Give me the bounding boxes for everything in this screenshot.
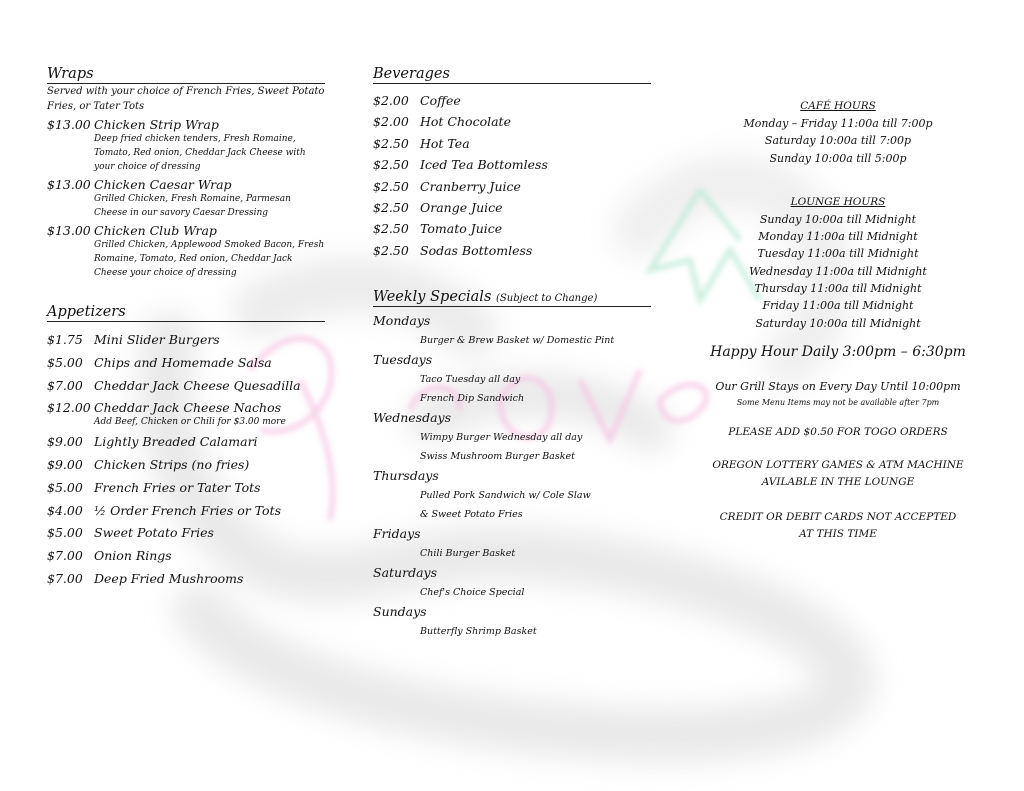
item-price: $2.50 <box>373 135 409 151</box>
special-item: French Dip Sandwich <box>420 393 525 405</box>
grill-hours: Our Grill Stays on Every Day Until 10:00pm <box>715 379 961 393</box>
happy-hour: Happy Hour Daily 3:00pm – 6:30pm <box>710 343 966 360</box>
menu-item <box>47 431 325 454</box>
special-day: Sundays <box>373 604 427 620</box>
beverage-item <box>373 197 651 218</box>
item-name: Deep Fried Mushrooms <box>94 570 244 586</box>
special-item: Wimpy Burger Wednesday all day <box>420 432 583 444</box>
item-name: Chips and Homemade Salsa <box>94 354 272 370</box>
item-price: $13.00 <box>47 177 91 192</box>
special-day: Fridays <box>373 526 421 542</box>
item-description: Grilled Chicken, Fresh Romaine, Parmesan Cheese in our savory Caesar Dressing <box>94 194 291 218</box>
item-price: $2.50 <box>373 178 409 194</box>
hours-line: Monday 11:00a till Midnight <box>758 230 918 244</box>
hours-line: Wednesday 11:00a till Midnight <box>749 264 927 278</box>
credit-notice: CREDIT OR DEBIT CARDS NOT ACCEPTED AT THIS TIME <box>719 511 957 541</box>
menu-item <box>47 477 325 500</box>
hours-line: Tuesday 11:00a till Midnight <box>757 247 919 261</box>
special-item: Chili Burger Basket <box>420 548 516 560</box>
item-description: Deep fried chicken tenders, Fresh Romaine, Tomato, Red onion, Cheddar Jack Cheese with your choice of dressing <box>94 134 306 172</box>
item-price: $7.00 <box>47 570 83 586</box>
togo-notice: PLEASE ADD $0.50 FOR TOGO ORDERS <box>728 426 948 439</box>
menu-item <box>47 329 325 352</box>
special-item: Swiss Mushroom Burger Basket <box>420 451 575 463</box>
hours-line: Sunday 10:00a till Midnight <box>759 212 917 226</box>
lounge-hours-list <box>695 211 981 332</box>
item-name: Sweet Potato Fries <box>94 525 214 541</box>
item-name: French Fries or Tater Tots <box>94 479 261 495</box>
beverages-title: Beverages <box>373 66 651 84</box>
item-name: Cranberry Juice <box>420 178 521 194</box>
hours-line: Monday – Friday 11:00a till 7:00p <box>743 117 933 130</box>
hours-line: Saturday 10:00a till Midnight <box>755 316 921 330</box>
item-description: Add Beef, Chicken or Chili for $3.00 more <box>94 417 286 428</box>
item-price: $2.50 <box>373 242 409 258</box>
item-price: $7.00 <box>47 548 83 564</box>
left-column <box>47 66 325 591</box>
item-price: $12.00 <box>47 400 91 416</box>
item-price: $9.00 <box>47 456 83 472</box>
special-item: Pulled Pork Sandwich w/ Cole Slaw <box>420 490 591 502</box>
item-name: Sodas Bottomless <box>420 242 533 258</box>
item-price: $13.00 <box>47 223 91 238</box>
item-description: Grilled Chicken, Applewood Smoked Bacon, Fresh Romaine, Tomato, Red onion, Cheddar Jack Cheese your choice of dressing <box>94 240 325 278</box>
item-price: $2.50 <box>373 157 409 173</box>
item-price: $2.00 <box>373 93 409 108</box>
middle-column <box>373 66 651 641</box>
wraps-note: Served with your choice of French Fries, Sweet Potato Fries, or Tater Tots <box>47 86 325 112</box>
item-name: Chicken Strip Wrap <box>94 117 219 132</box>
right-column <box>695 98 981 543</box>
item-price: $2.50 <box>373 199 409 215</box>
appetizers-list <box>47 329 325 591</box>
item-price: $13.00 <box>47 117 91 132</box>
menu-item <box>47 177 325 192</box>
item-price: $5.00 <box>47 525 83 541</box>
item-name: Cheddar Jack Cheese Nachos <box>94 400 282 416</box>
hours-line: Saturday 10:00a till 7:00p <box>764 134 912 148</box>
hours-line: Sunday 10:00a till 5:00p <box>769 151 907 165</box>
hours-line: Thursday 11:00a till Midnight <box>754 282 922 296</box>
item-name: Chicken Club Wrap <box>94 223 217 238</box>
beverage-item <box>373 154 651 175</box>
item-name: Tomato Juice <box>420 221 503 237</box>
item-price: $5.00 <box>47 354 83 370</box>
item-name: Cheddar Jack Cheese Quesadilla <box>94 377 301 393</box>
special-item: Chef's Choice Special <box>420 587 525 599</box>
item-name: Orange Juice <box>420 199 503 215</box>
wraps-list <box>47 117 325 280</box>
cafe-hours-list <box>695 115 981 167</box>
special-item: Taco Tuesday all day <box>420 374 521 386</box>
item-name: Hot Tea <box>420 135 470 151</box>
item-price: $5.00 <box>47 479 83 495</box>
item-name: Chicken Caesar Wrap <box>94 177 232 192</box>
item-name: Mini Slider Burgers <box>94 332 220 347</box>
beverages-list <box>373 90 651 261</box>
menu-item <box>47 568 325 591</box>
menu-item <box>47 375 325 398</box>
item-name: Onion Rings <box>94 548 172 564</box>
beverage-item <box>373 111 651 132</box>
special-item: & Sweet Potato Fries <box>420 509 523 521</box>
special-day: Tuesdays <box>373 352 433 368</box>
special-day: Mondays <box>373 313 431 329</box>
item-name: Lightly Breaded Calamari <box>94 434 258 450</box>
item-price: $2.50 <box>373 221 409 237</box>
wraps-title: Wraps <box>47 66 325 84</box>
item-name: ½ Order French Fries or Tots <box>94 502 282 518</box>
appetizers-title: Appetizers <box>47 304 325 322</box>
lottery-notice: OREGON LOTTERY GAMES & ATM MACHINE AVILABLE IN THE LOUNGE <box>712 459 964 489</box>
beverage-item <box>373 218 651 239</box>
item-name: Coffee <box>420 93 461 108</box>
item-name: Chicken Strips (no fries) <box>94 456 250 472</box>
cafe-hours-title: CAFÉ HOURS <box>800 100 876 112</box>
beverage-item <box>373 133 651 154</box>
specials-subtitle: (Subject to Change) <box>496 293 598 305</box>
item-name: Hot Chocolate <box>420 114 511 130</box>
lounge-hours-title: LOUNGE HOURS <box>790 195 886 208</box>
menu-item <box>47 454 325 477</box>
specials-title-text: Weekly Specials <box>373 289 492 306</box>
item-price: $1.75 <box>47 332 83 347</box>
special-day: Wednesdays <box>373 410 452 426</box>
special-item: Burger & Brew Basket w/ Domestic Pint <box>420 335 615 347</box>
item-price: $9.00 <box>47 434 83 450</box>
item-name: Iced Tea Bottomless <box>420 157 548 173</box>
menu-item <box>47 117 325 132</box>
menu-item <box>47 500 325 523</box>
menu-item <box>47 522 325 545</box>
beverage-item <box>373 240 651 261</box>
specials-title <box>373 289 651 307</box>
specials-list <box>373 311 651 641</box>
hours-line: Friday 11:00a till Midnight <box>762 299 914 313</box>
special-item: Butterfly Shrimp Basket <box>420 626 537 638</box>
beverage-item <box>373 90 651 111</box>
menu-item <box>47 223 325 238</box>
menu-item <box>47 545 325 568</box>
item-price: $4.00 <box>47 502 83 518</box>
item-price: $7.00 <box>47 377 83 393</box>
special-day: Thursdays <box>373 468 439 484</box>
item-price: $2.00 <box>373 114 409 130</box>
grill-note: Some Menu Items may not be available after 7pm <box>736 398 940 408</box>
menu-item <box>47 352 325 375</box>
special-day: Saturdays <box>373 565 437 581</box>
beverage-item <box>373 176 651 197</box>
